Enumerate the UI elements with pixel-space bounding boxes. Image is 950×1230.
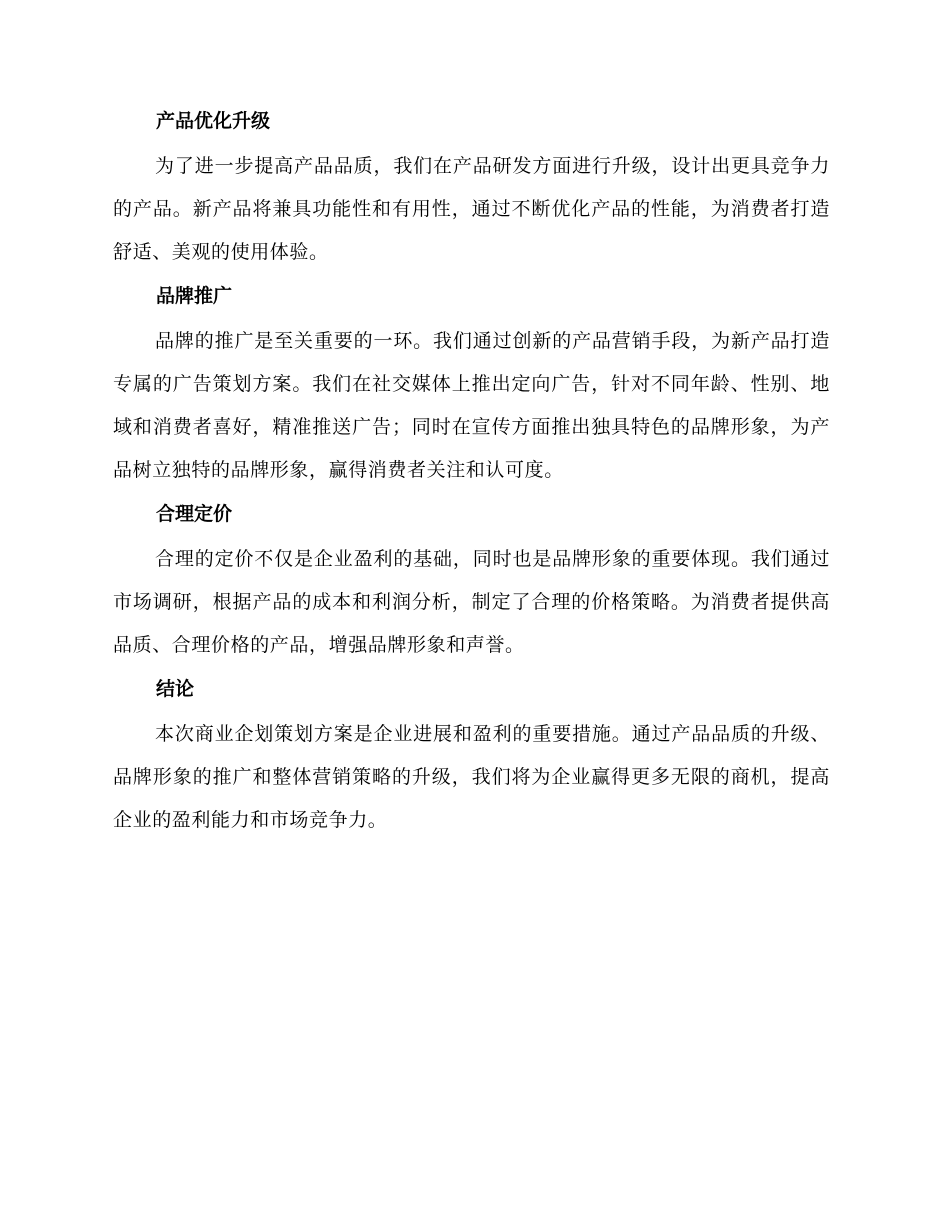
- section-paragraph: 为了进一步提高产品品质，我们在产品研发方面进行升级，设计出更具竞争力的产品。新产品将兼具功能性和有用性，通过不断优化产品的性能，为消费者打造舒适、美观的使用体验。: [113, 155, 830, 263]
- section-paragraph: 本次商业企划策划方案是企业进展和盈利的重要措施。通过产品品质的升级、品牌形象的推广和整体营销策略的升级，我们将为企业赢得更多无限的商机，提高企业的盈利能力和市场竞争力。: [113, 723, 830, 831]
- section-paragraph: 合理的定价不仅是企业盈利的基础，同时也是品牌形象的重要体现。我们通过市场调研，根据产品的成本和利润分析，制定了合理的价格策略。为消费者提供高品质、合理价格的产品，增强品牌形象和声誉。: [113, 548, 830, 656]
- section-paragraph: 品牌的推广是至关重要的一环。我们通过创新的产品营销手段，为新产品打造专属的广告策划方案。我们在社交媒体上推出定向广告，针对不同年龄、性别、地域和消费者喜好，精准推送广告；同时在宣传方面推出独具特色的品牌形象，为产品树立独特的品牌形象，赢得消费者关注和认可度。: [113, 330, 830, 481]
- section-pricing: [113, 500, 830, 667]
- section-conclusion: [113, 675, 830, 842]
- section-brand-promotion: [113, 282, 830, 492]
- section-heading: 产品优化升级: [156, 110, 271, 132]
- document-page: [113, 107, 830, 850]
- section-heading: 品牌推广: [156, 285, 233, 307]
- section-product-optimization: [113, 107, 830, 274]
- section-heading: 合理定价: [156, 503, 233, 525]
- section-heading: 结论: [156, 678, 195, 700]
